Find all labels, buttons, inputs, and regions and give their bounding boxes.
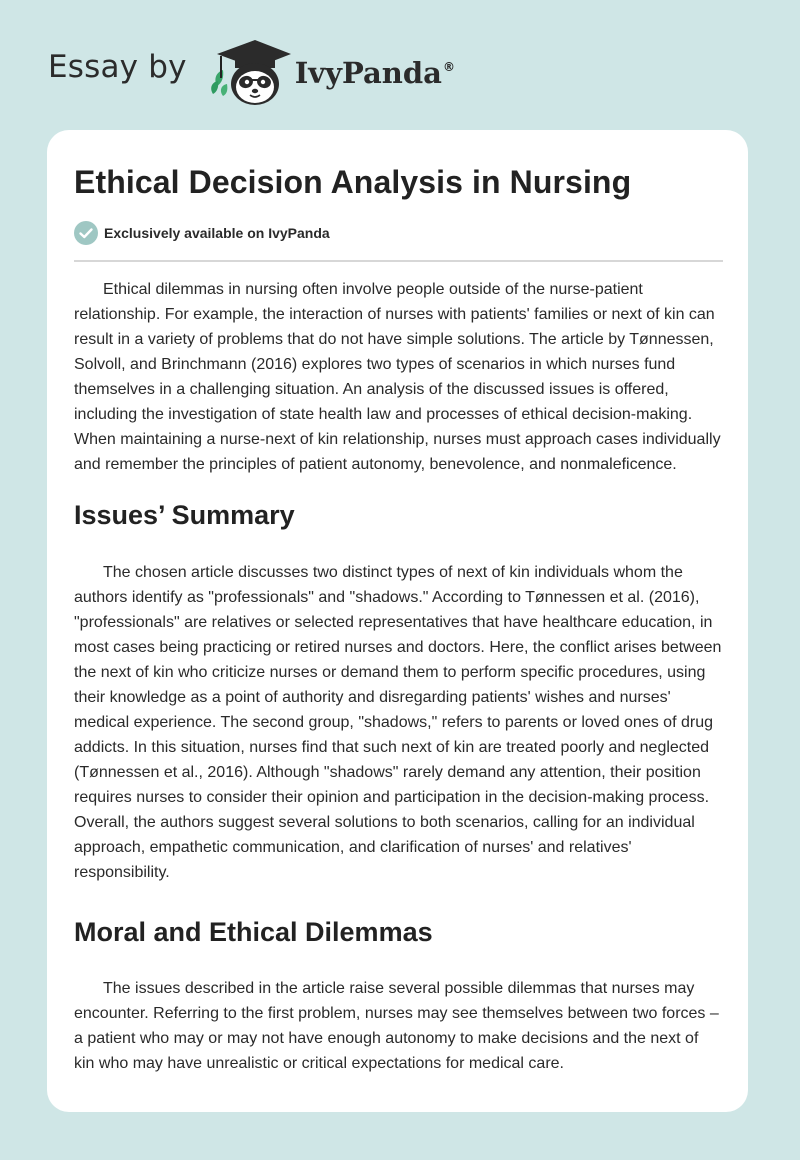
check-circle-icon <box>74 221 98 245</box>
section-heading-moral-dilemmas: Moral and Ethical Dilemmas <box>74 917 433 947</box>
exclusive-badge-text: Exclusively available on IvyPanda <box>104 225 330 241</box>
essay-card <box>47 130 748 1112</box>
brand-name: IvyPanda® <box>294 56 455 90</box>
brand-prefix: Essay by <box>48 49 187 85</box>
divider <box>74 260 723 262</box>
exclusive-badge <box>74 221 330 245</box>
section-heading-issues-summary: Issues’ Summary <box>74 500 295 530</box>
registered-mark: ® <box>442 60 455 74</box>
intro-paragraph: Ethical dilemmas in nursing often involve people outside of the nurse-patient relationship. For example, the interaction of nurses with patients' families or next of kin can result in a variety of problems that do not have simple solutions. The article by Tønnessen, Solvoll, and Brinchmann (2016) explores two types of scenarios in which nurses fund themselves in a challenging situation. An analysis of the discussed issues is offered, including the investigation of state health law and processes of ethical decision-making. When maintaining a nurse-next of kin relationship, nurses must approach cases individually and remember the principles of patient autonomy, benevolence, and nonmaleficence. <box>74 281 721 473</box>
panda-graduation-cap-logo-icon <box>203 34 293 108</box>
essay-body <box>74 277 723 1076</box>
brand-header[interactable] <box>48 34 455 108</box>
moral-dilemmas-paragraph: The issues described in the article raise several possible dilemmas that nurses may encounter. Referring to the first problem, nurses may see themselves between two forces – a patient who may or may not have enough autonomy to make decisions and the next of kin who may have unrealistic or critical expectations for medical care. <box>74 980 719 1072</box>
issues-summary-paragraph: The chosen article discusses two distinct types of next of kin individuals whom the authors identify as "professionals" and "shadows." According to Tønnessen et al. (2016), "professionals" are relatives or selected representatives that have healthcare education, in most cases being practicing or retired nurses and doctors. Here, the conflict arises between the next of kin who criticize nurses or demand them to perform specific procedures, using their knowledge as a point of authority and disregarding patients' wishes and nurses' medical experience. The second group, "shadows," refers to parents or loved ones of drug addicts. In this situation, nurses find that such next of kin are treated poorly and neglected (Tønnessen et al., 2016). Although "shadows" rarely demand any attention, their position requires nurses to consider their opinion and participation in the decision-making process. Overall, the authors suggest several solutions to both scenarios, calling for an individual approach, empathetic communication, and clarification of nurses' and relatives' responsibility. <box>74 564 722 881</box>
page-title: Ethical Decision Analysis in Nursing <box>74 164 632 200</box>
